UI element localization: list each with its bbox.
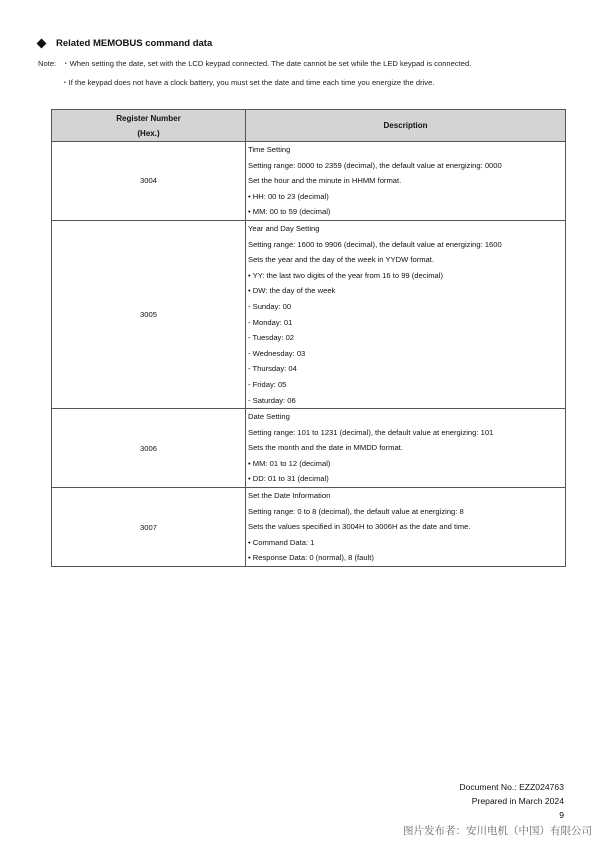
- section-heading-text: Related MEMOBUS command data: [56, 38, 213, 49]
- description-line: • HH: 00 to 23 (decimal): [248, 191, 329, 201]
- page-number: 9: [559, 810, 564, 820]
- description-line: • MM: 01 to 12 (decimal): [248, 458, 331, 468]
- description-line: Setting range: 1600 to 9906 (decimal), the default value at energizing: 1600: [248, 239, 502, 249]
- description-line: • MM: 00 to 59 (decimal): [248, 207, 331, 217]
- description-line: Sets the year and the day of the week in YYDW format.: [248, 255, 435, 265]
- description-line: - Monday: 01: [248, 317, 293, 327]
- description-line: - Tuesday: 02: [248, 333, 295, 343]
- note-label: Note:: [38, 59, 57, 68]
- description-line: - Saturday: 06: [248, 395, 296, 405]
- register-number-cell: 3006: [52, 409, 246, 488]
- table-row: [52, 220, 566, 408]
- description-line: • DW: the day of the week: [248, 286, 336, 296]
- description-line: Year and Day Setting: [248, 223, 320, 233]
- description-line: Date Setting: [248, 412, 290, 422]
- note-line-1: [38, 58, 471, 69]
- description-line: Time Setting: [248, 145, 291, 154]
- table-row: [52, 142, 566, 221]
- description-line: Setting range: 0000 to 2359 (decimal), the default value at energizing: 0000: [248, 160, 502, 170]
- document-number: Document No.: EZZ024763: [459, 782, 564, 792]
- register-number-cell: 3007: [52, 488, 246, 567]
- description-line: • DD: 01 to 31 (decimal): [248, 474, 329, 484]
- note-text-1: ・When setting the date, set with the LCD keypad connected. The date cannot be set while the LED keypad is connected.: [62, 59, 472, 68]
- description-line: - Sunday: 00: [248, 301, 292, 311]
- section-heading: [38, 38, 212, 49]
- description-header: Description: [246, 110, 566, 142]
- table-header-row: [52, 110, 566, 142]
- description-line: • Command Data: 1: [248, 537, 315, 547]
- prepared-date: Prepared in March 2024: [471, 796, 564, 806]
- description-line: - Wednesday: 03: [248, 348, 306, 358]
- diamond-bullet-icon: [37, 39, 47, 49]
- publisher-watermark: 图片发布者：安川电机（中国）有限公司: [403, 825, 592, 837]
- register-number-cell: 3004: [52, 142, 246, 221]
- description-line: - Thursday: 04: [248, 364, 297, 374]
- description-cell: [246, 409, 566, 488]
- table-row: [52, 488, 566, 567]
- description-cell: [246, 488, 566, 567]
- description-line: • Response Data: 0 (normal), 8 (fault): [248, 553, 374, 563]
- description-line: - Friday: 05: [248, 379, 287, 389]
- note-text-2: ・If the keypad does not have a clock battery, you must set the date and time each time you energize the drive.: [61, 78, 435, 87]
- description-cell: [246, 142, 566, 221]
- description-line: • YY: the last two digits of the year from 16 to 99 (decimal): [248, 270, 443, 280]
- description-line: Sets the month and the date in MMDD format.: [248, 443, 403, 453]
- register-number-header: [52, 110, 246, 142]
- description-line: Setting range: 0 to 8 (decimal), the default value at energizing: 8: [248, 506, 464, 516]
- note-line-2: [61, 77, 434, 88]
- register-header-line-2: (Hex.): [137, 128, 160, 138]
- description-line: Set the hour and the minute in HHMM format.: [248, 176, 402, 186]
- description-line: Sets the values specified in 3004H to 3006H as the date and time.: [248, 522, 471, 532]
- register-header-line-1: Register Number: [116, 113, 181, 123]
- register-number-cell: 3005: [52, 220, 246, 408]
- description-line: Setting range: 101 to 1231 (decimal), the default value at energizing: 101: [248, 427, 494, 437]
- description-line: Set the Date Information: [248, 491, 331, 501]
- memobus-register-table: [51, 109, 566, 567]
- description-cell: [246, 220, 566, 408]
- table-row: [52, 409, 566, 488]
- table-body: [52, 142, 566, 567]
